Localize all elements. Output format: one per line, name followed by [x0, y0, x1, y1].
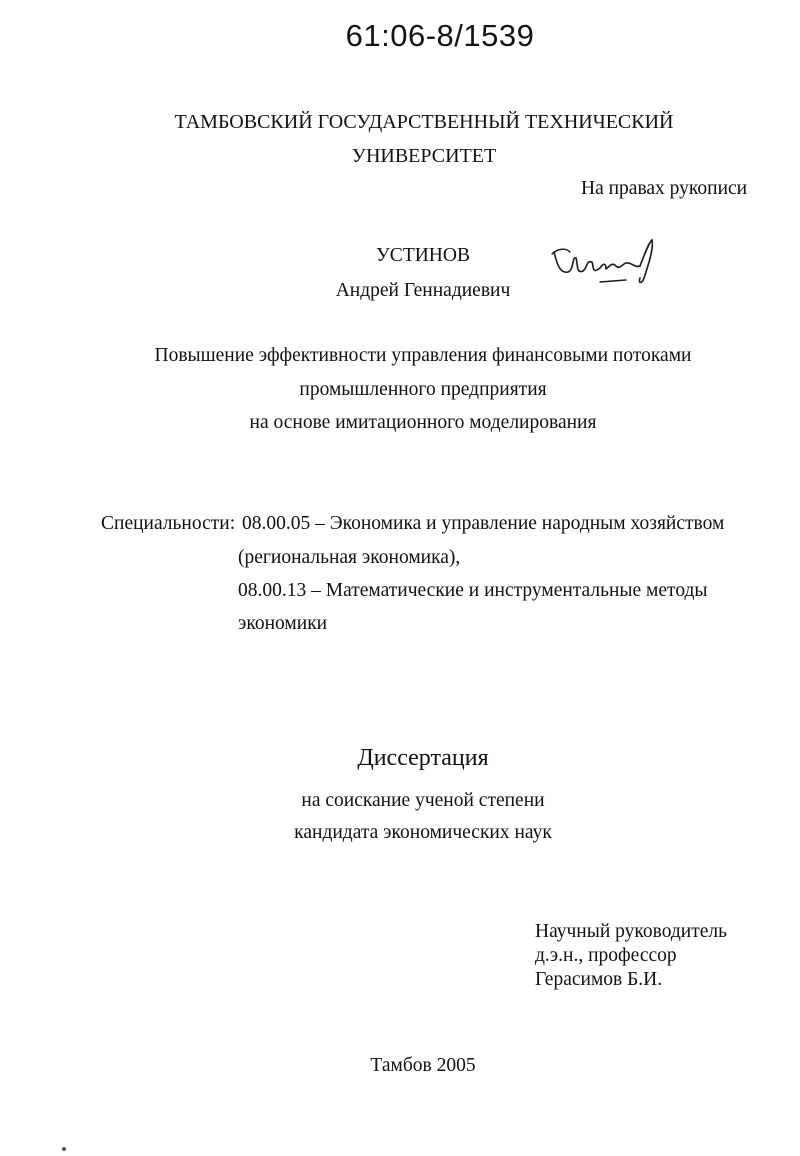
manuscript-note: На правах рукописи	[581, 178, 748, 199]
archive-code: 61:06-8/1539	[345, 18, 535, 53]
specialty-1: 08.00.05 – Экономика и управление народным хозяйством	[242, 513, 725, 534]
specialties-label: Специальности:	[101, 513, 236, 534]
specialty-2: 08.00.13 – Математические и инструментальные методы	[238, 580, 708, 601]
degree-line2: кандидата экономических наук	[294, 822, 552, 843]
author-name: Андрей Геннадиевич	[335, 280, 511, 301]
university-name-line2: УНИВЕРСИТЕТ	[351, 145, 497, 167]
city-year: Тамбов 2005	[370, 1055, 476, 1076]
scan-artifact-dot	[62, 1147, 66, 1151]
document-type: Диссертация	[357, 745, 489, 771]
advisor-role: Научный руководитель	[535, 921, 728, 942]
dissertation-title-line: Повышение эффективности управления финансовыми потоками	[154, 345, 692, 366]
dissertation-title-line: промышленного предприятия	[299, 379, 547, 400]
specialty-2-continuation: экономики	[238, 613, 328, 634]
specialty-1-continuation: (региональная экономика),	[238, 547, 461, 568]
advisor-title: д.э.н., профессор	[535, 945, 677, 966]
university-name-line1: ТАМБОВСКИЙ ГОСУДАРСТВЕННЫЙ ТЕХНИЧЕСКИЙ	[174, 111, 674, 133]
author-surname: УСТИНОВ	[376, 245, 470, 266]
dissertation-title-line: на основе имитационного моделирования	[249, 412, 597, 433]
handwritten-signature	[548, 236, 663, 291]
degree-line1: на соискание ученой степени	[301, 790, 545, 811]
advisor-name: Герасимов Б.И.	[535, 969, 663, 990]
